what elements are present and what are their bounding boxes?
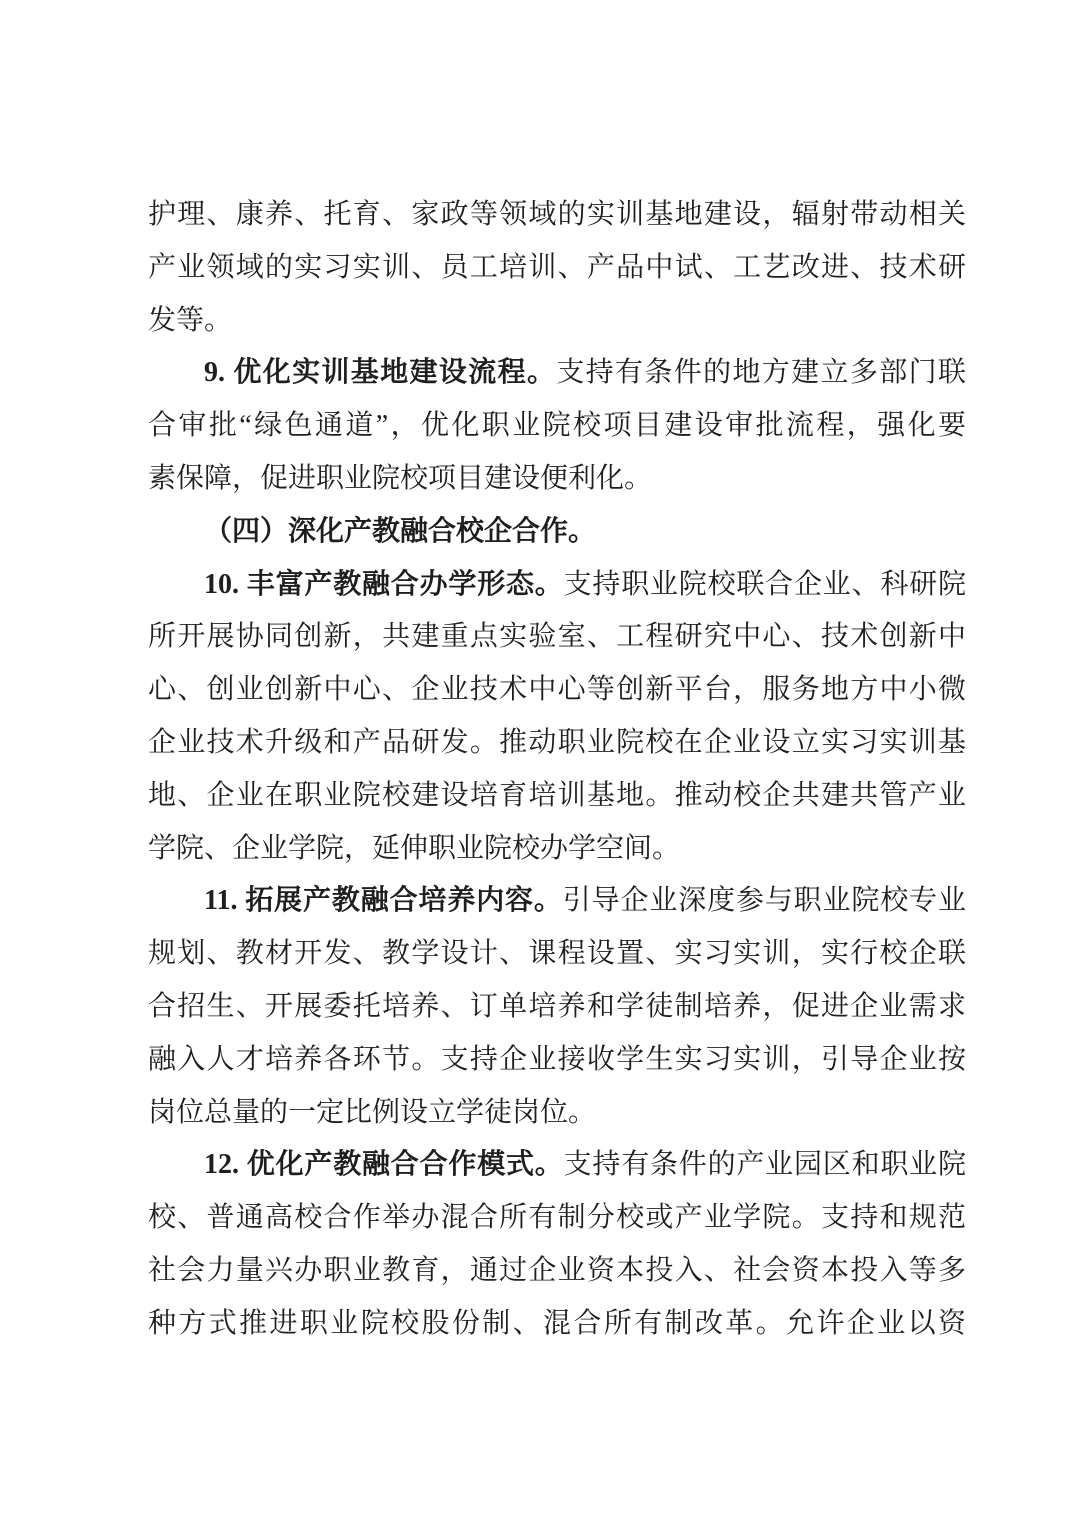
text-line (148, 770, 966, 823)
text-line (148, 1139, 966, 1192)
heading-segment: 12. 优化产教融合合作模式。 (204, 1149, 564, 1181)
text-line (148, 295, 966, 348)
body-segment: 产业领域的实习实训、员工培训、产品中试、工艺改进、技术研 (148, 251, 966, 283)
body-segment: 所开展协同创新，共建重点实验室、工程研究中心、技术创新中 (148, 621, 966, 653)
text-line (148, 1192, 966, 1245)
text-line (148, 559, 966, 612)
text-line (148, 242, 966, 295)
text-line (148, 1034, 966, 1087)
heading-segment: 9. 优化实训基地建设流程。 (204, 357, 557, 389)
text-line (148, 189, 966, 242)
body-segment: 支持有条件的产业园区和职业院 (563, 1149, 966, 1181)
text-line (148, 717, 966, 770)
body-segment: 心、创业创新中心、企业技术中心等创新平台，服务地方中小微 (148, 674, 966, 706)
text-line (148, 611, 966, 664)
body-segment: 学院、企业学院，延伸职业院校办学空间。 (148, 832, 681, 864)
document-page (148, 189, 966, 1351)
text-line (148, 928, 966, 981)
text-line (148, 664, 966, 717)
body-segment: 支持职业院校联合企业、科研院 (563, 568, 966, 600)
text-line (148, 453, 966, 506)
body-segment: 护理、康养、托育、家政等领域的实训基地建设，辐射带动相关 (148, 199, 966, 230)
body-segment: 社会力量兴办职业教育，通过企业资本投入、社会资本投入等多 (148, 1254, 966, 1286)
body-segment: 引导企业深度参与职业院校专业 (562, 885, 966, 917)
body-segment: 岗位总量的一定比例设立学徒岗位。 (148, 1096, 597, 1128)
text-line (148, 347, 966, 400)
text-line (148, 400, 966, 453)
text-line (148, 506, 966, 559)
body-segment: 种方式推进职业院校股份制、混合所有制改革。允许企业以资 (148, 1307, 966, 1339)
text-line (148, 823, 966, 876)
body-segment: 校、普通高校合作举办混合所有制分校或产业学院。支持和规范 (148, 1202, 966, 1234)
text-line (148, 1245, 966, 1298)
body-segment: 发等。 (148, 304, 233, 336)
body-segment: 合审批“绿色通道”，优化职业院校项目建设审批流程，强化要 (148, 410, 966, 442)
text-line (148, 981, 966, 1034)
body-segment: 融入人才培养各环节。支持企业接收学生实习实训，引导企业按 (148, 1043, 966, 1075)
body-segment: 地、企业在职业院校建设培育培训基地。推动校企共建共管产业 (148, 779, 966, 811)
body-segment: 规划、教材开发、教学设计、课程设置、实习实训，实行校企联 (148, 938, 966, 970)
heading-segment: 11. 拓展产教融合培养内容。 (204, 885, 563, 917)
body-segment: 支持有条件的地方建立多部门联 (556, 357, 966, 389)
text-line (148, 1298, 966, 1351)
body-segment: 素保障，促进职业院校项目建设便利化。 (148, 462, 653, 494)
document-body (148, 189, 966, 1351)
text-line (148, 875, 966, 928)
body-segment: 企业技术升级和产品研发。推动职业院校在企业设立实习实训基 (148, 726, 966, 758)
body-segment: 合招生、开展委托培养、订单培养和学徒制培养，促进企业需求 (148, 990, 966, 1022)
text-line (148, 1087, 966, 1140)
heading-segment: （四）深化产教融合校企合作。 (204, 515, 597, 547)
heading-segment: 10. 丰富产教融合办学形态。 (204, 568, 564, 600)
